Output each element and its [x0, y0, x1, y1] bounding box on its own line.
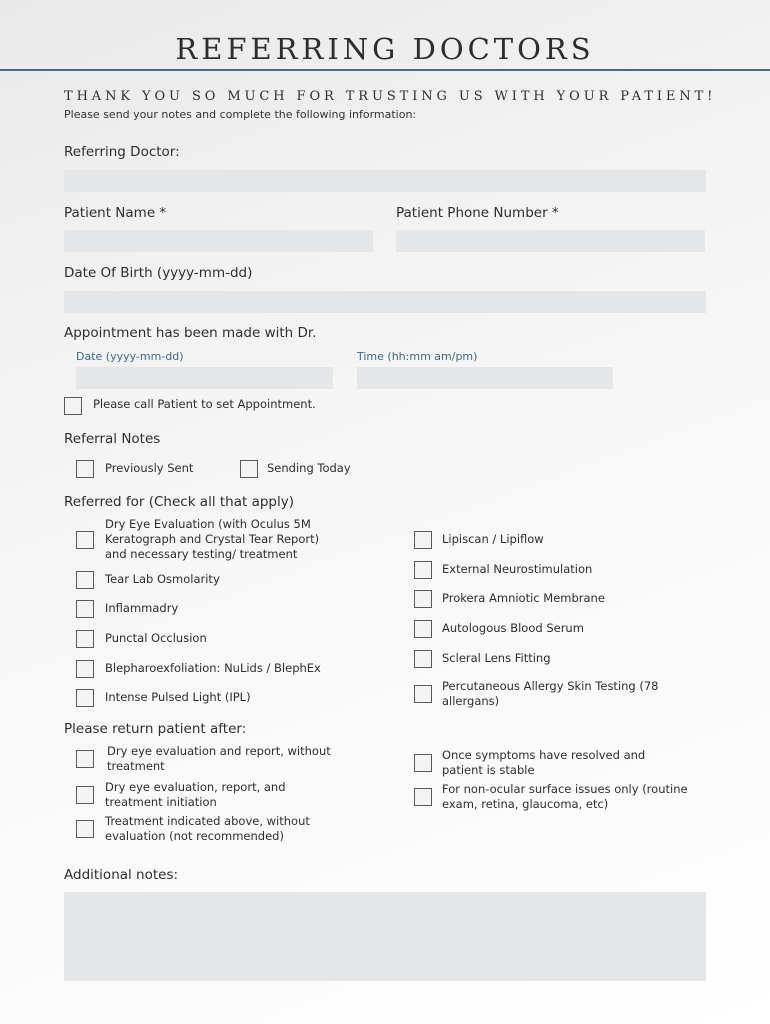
patient-phone-field[interactable] — [396, 230, 705, 252]
tear-lab-osmolarity-checkbox[interactable] — [76, 571, 94, 589]
external-neurostimulation-label: External Neurostimulation — [442, 562, 593, 576]
previously-sent-label: Previously Sent — [105, 461, 194, 475]
referral-notes-label: Referral Notes — [64, 431, 161, 447]
appointment-label: Appointment has been made with Dr. — [64, 325, 317, 341]
tear-lab-osmolarity-label: Tear Lab Osmolarity — [105, 572, 220, 586]
appointment-date-label: Date (yyyy-mm-dd) — [76, 350, 184, 363]
autologous-blood-serum-label: Autologous Blood Serum — [442, 621, 584, 635]
header-divider — [0, 69, 770, 71]
ipl-label: Intense Pulsed Light (IPL) — [105, 690, 251, 704]
sending-today-label: Sending Today — [267, 461, 351, 475]
return-non-ocular-label: For non-ocular surface issues only (routine exam, retina, glaucoma, etc) — [442, 782, 688, 811]
dob-field[interactable] — [64, 291, 706, 313]
page-title: REFERRING DOCTORS — [175, 32, 595, 66]
autologous-blood-serum-checkbox[interactable] — [414, 620, 432, 638]
referred-for-label: Referred for (Check all that apply) — [64, 494, 295, 510]
instructions-text: Please send your notes and complete the following information: — [64, 108, 417, 121]
return-treatment-only-checkbox[interactable] — [76, 820, 94, 838]
return-after-label: Please return patient after: — [64, 721, 247, 737]
punctal-occlusion-checkbox[interactable] — [76, 630, 94, 648]
return-eval-report-label: Dry eye evaluation and report, without treatment — [107, 744, 331, 773]
return-non-ocular-checkbox[interactable] — [414, 788, 432, 806]
lipiscan-label: Lipiscan / Lipiflow — [442, 532, 544, 546]
prokera-label: Prokera Amniotic Membrane — [442, 591, 605, 605]
additional-notes-field[interactable] — [64, 892, 706, 981]
scleral-lens-checkbox[interactable] — [414, 650, 432, 668]
call-patient-checkbox[interactable] — [64, 397, 82, 415]
ipl-checkbox[interactable] — [76, 689, 94, 707]
allergy-testing-label: Percutaneous Allergy Skin Testing (78 allergans) — [442, 679, 659, 708]
return-eval-report-checkbox[interactable] — [76, 750, 94, 768]
call-patient-label: Please call Patient to set Appointment. — [93, 397, 316, 411]
sending-today-checkbox[interactable] — [240, 460, 258, 478]
return-treatment-initiation-checkbox[interactable] — [76, 786, 94, 804]
punctal-occlusion-label: Punctal Occlusion — [105, 631, 207, 645]
external-neurostimulation-checkbox[interactable] — [414, 561, 432, 579]
dry-eye-evaluation-label: Dry Eye Evaluation (with Oculus 5M Keratograph and Crystal Tear Report) and necessary testing/ treatment — [105, 517, 320, 561]
appointment-time-label: Time (hh:mm am/pm) — [357, 350, 478, 363]
thank-you-heading: THANK YOU SO MUCH FOR TRUSTING US WITH YOUR PATIENT! — [64, 89, 717, 104]
referring-doctor-label: Referring Doctor: — [64, 144, 180, 160]
return-symptoms-resolved-checkbox[interactable] — [414, 754, 432, 772]
referring-doctor-field[interactable] — [64, 170, 706, 192]
appointment-time-field[interactable] — [357, 367, 613, 389]
blepharoexfoliation-checkbox[interactable] — [76, 660, 94, 678]
allergy-testing-checkbox[interactable] — [414, 685, 432, 703]
dry-eye-evaluation-checkbox[interactable] — [76, 531, 94, 549]
inflammadry-checkbox[interactable] — [76, 600, 94, 618]
return-treatment-initiation-label: Dry eye evaluation, report, and treatment initiation — [105, 780, 286, 809]
patient-name-field[interactable] — [64, 230, 373, 252]
inflammadry-label: Inflammadry — [105, 601, 179, 615]
previously-sent-checkbox[interactable] — [76, 460, 94, 478]
patient-name-label: Patient Name * — [64, 205, 167, 221]
blepharoexfoliation-label: Blepharoexfoliation: NuLids / BlephEx — [105, 661, 321, 675]
dob-label: Date Of Birth (yyyy-mm-dd) — [64, 265, 253, 281]
patient-phone-label: Patient Phone Number * — [396, 205, 559, 221]
return-symptoms-resolved-label: Once symptoms have resolved and patient is stable — [442, 748, 646, 777]
scleral-lens-label: Scleral Lens Fitting — [442, 651, 551, 665]
lipiscan-checkbox[interactable] — [414, 531, 432, 549]
additional-notes-label: Additional notes: — [64, 867, 179, 883]
return-treatment-only-label: Treatment indicated above, without evaluation (not recommended) — [105, 814, 310, 843]
appointment-date-field[interactable] — [76, 367, 333, 389]
prokera-checkbox[interactable] — [414, 590, 432, 608]
